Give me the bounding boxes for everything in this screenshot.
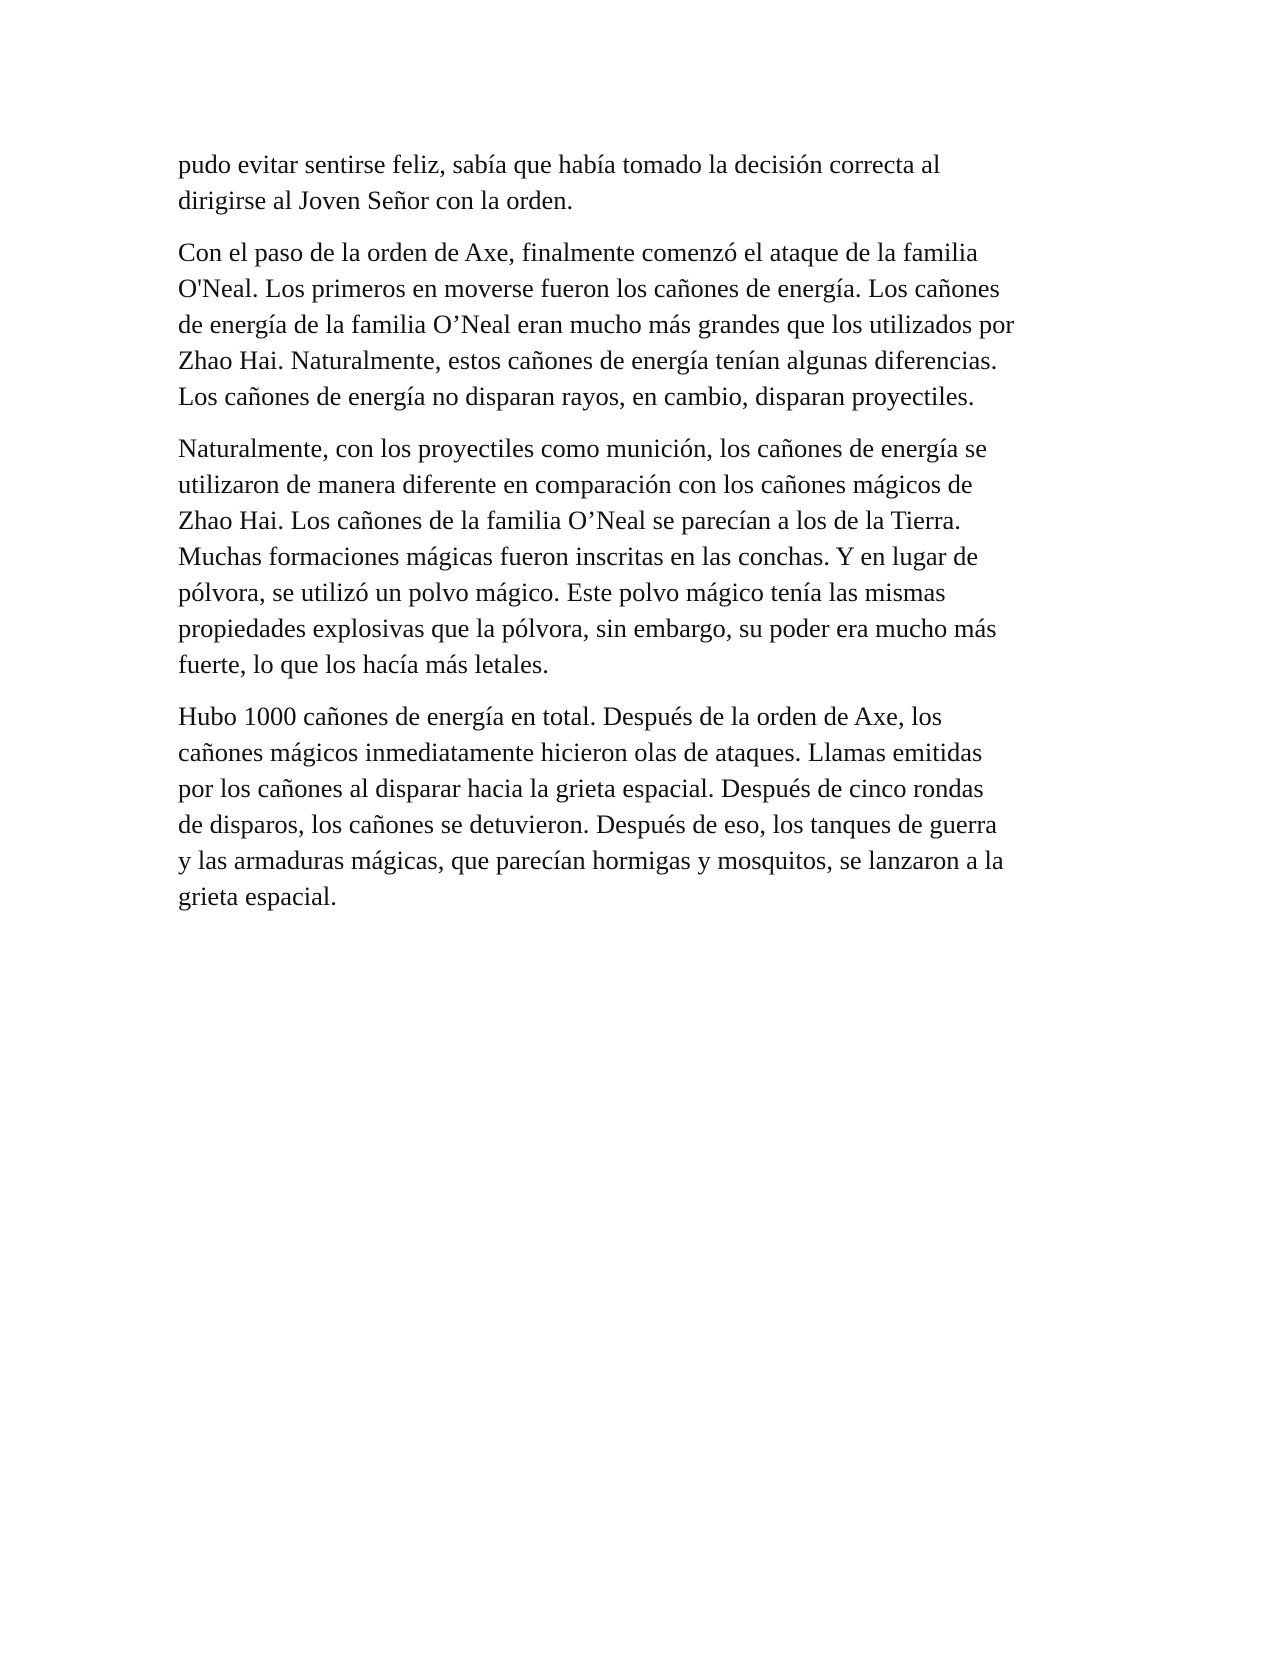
paragraph-1: pudo evitar sentirse feliz, sabía que había tomado la decisión correcta al dirigirse al Joven Señor con la orden. <box>178 149 941 215</box>
document-body <box>178 146 1108 930</box>
paragraph-4: Hubo 1000 cañones de energía en total. Después de la orden de Axe, los cañones mágicos inmediatamente hicieron olas de ataques. Llamas emitidas por los cañones al disparar hacia la grieta espacial. Después de cinco rondas de disparos, los cañones se detuvieron. Después de eso, los tanques de guerra y las armaduras mágicas, que parecían hormigas y mosquitos, se lanzaron a la grieta espacial. <box>178 701 1004 911</box>
paragraph-2: Con el paso de la orden de Axe, finalmente comenzó el ataque de la familia O'Neal. Los primeros en moverse fueron los cañones de energía. Los cañones de energía de la familia O’Neal eran mucho más grandes que los utilizados por Zhao Hai. Naturalmente, estos cañones de energía tenían algunas diferencias. Los cañones de energía no disparan rayos, en cambio, disparan proyectiles. <box>178 237 1015 411</box>
paragraph-3: Naturalmente, con los proyectiles como munición, los cañones de energía se utilizaron de manera diferente en comparación con los cañones mágicos de Zhao Hai. Los cañones de la familia O’Neal se parecían a los de la Tierra. Muchas formaciones mágicas fueron inscritas en las conchas. Y en lugar de pólvora, se utilizó un polvo mágico. Este polvo mágico tenía las mismas propiedades explosivas que la pólvora, sin embargo, su poder era mucho más fuerte, lo que los hacía más letales. <box>178 433 997 679</box>
